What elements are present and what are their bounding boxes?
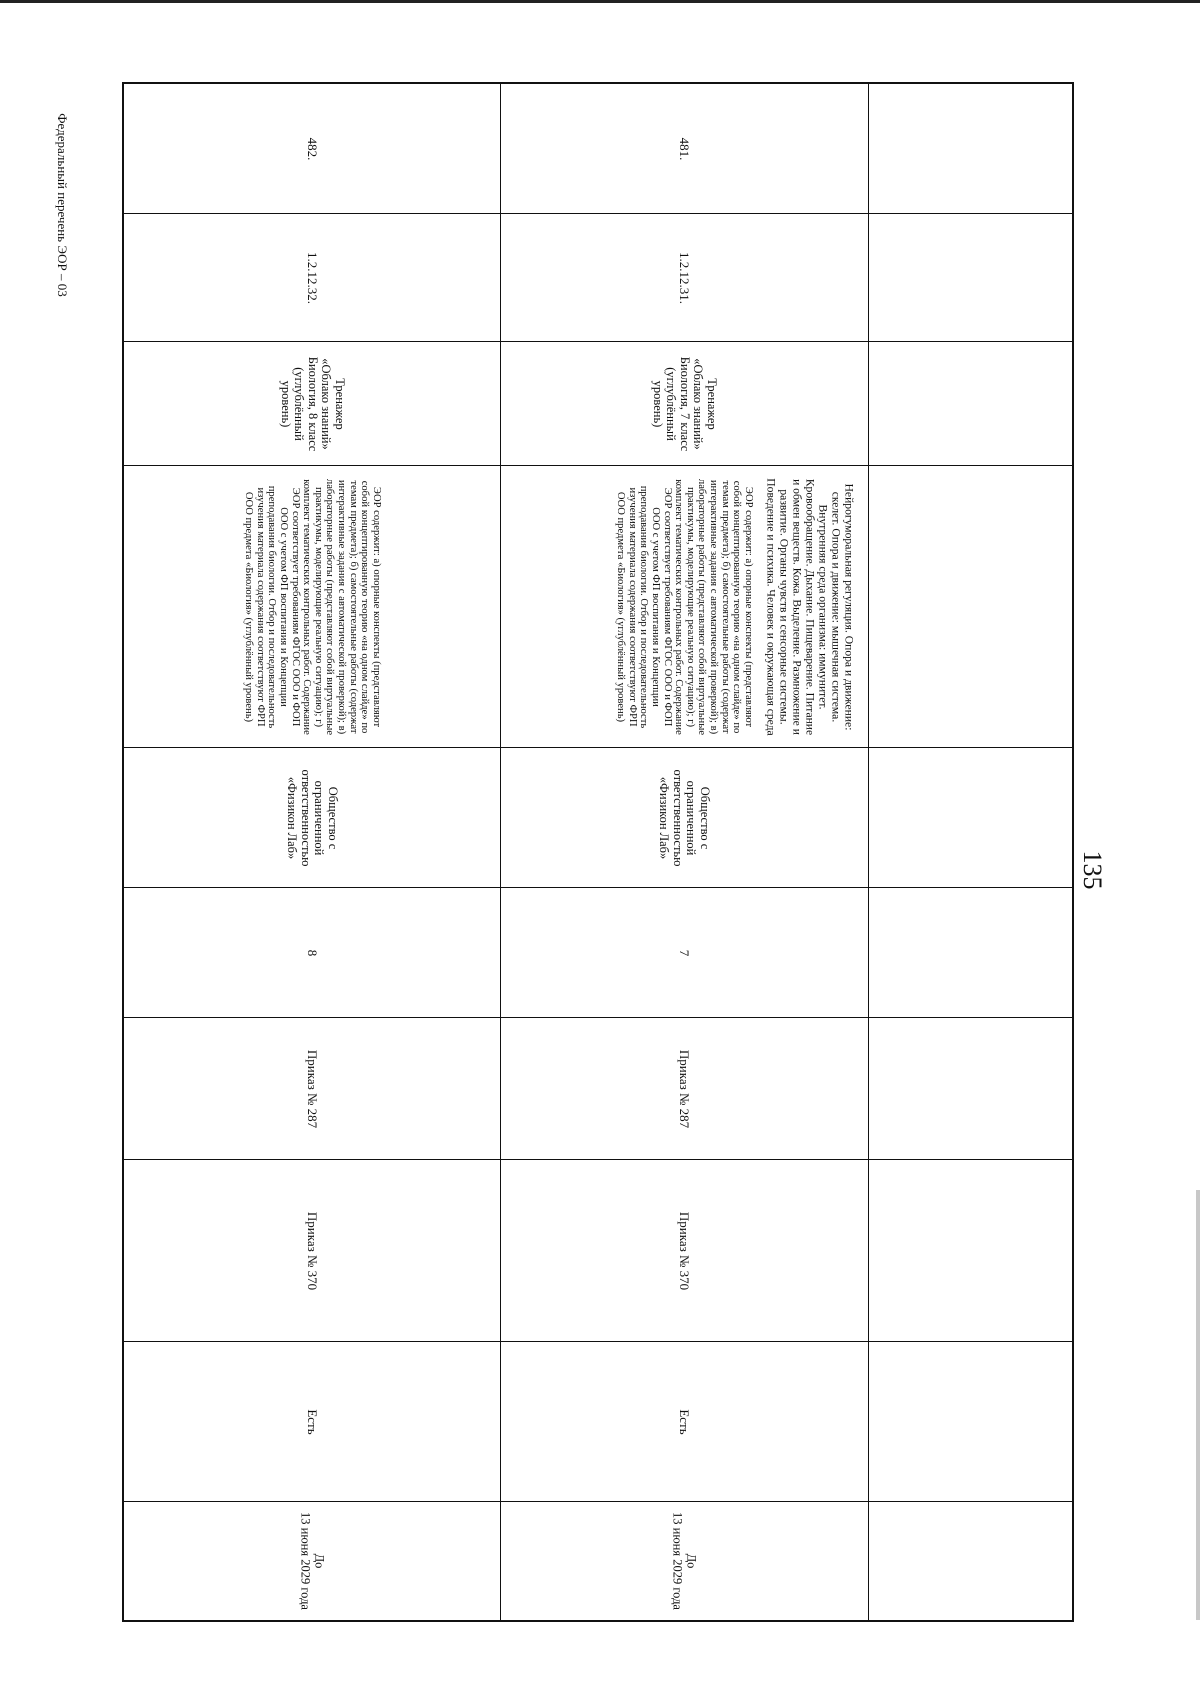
row-code: 1.2.12.32. — [305, 251, 321, 304]
code-cell — [868, 214, 1072, 342]
name-cell — [124, 342, 500, 466]
grade-cell — [500, 888, 868, 1018]
scan-edge-top — [0, 0, 1200, 3]
license-value: Есть — [305, 1408, 321, 1435]
order-1-value: Приказ № 287 — [305, 1049, 321, 1128]
grade-value: 8 — [305, 949, 321, 956]
code-cell — [124, 214, 500, 342]
code-cell — [500, 214, 868, 342]
grade-cell — [868, 888, 1072, 1018]
resource-name: Тренажер «Облако знаний» Биология, 8 класс (углублённый уровень) — [278, 356, 347, 451]
table-row-482 — [124, 84, 501, 1620]
term-value: До 13 июня 2029 года — [671, 1512, 699, 1610]
order-2-cell — [500, 1160, 868, 1342]
order-1-cell — [500, 1018, 868, 1160]
order-1-value: Приказ № 287 — [677, 1049, 693, 1128]
organization-cell — [868, 748, 1072, 888]
page-number: 135 — [1078, 850, 1107, 890]
term-cell — [868, 1502, 1072, 1620]
resource-name: Тренажер «Облако знаний» Биология, 7 класс (углублённый уровень) — [650, 356, 719, 451]
row-number: 481. — [677, 137, 693, 160]
grade-value: 7 — [677, 949, 693, 956]
footer-caption: Федеральный перечень ЭОР – 03 — [55, 113, 70, 297]
license-value: Есть — [677, 1408, 693, 1435]
term-value: До 13 июня 2029 года — [299, 1512, 327, 1610]
eor-table — [122, 82, 1074, 1622]
license-cell — [868, 1342, 1072, 1502]
organization-name: Общество с ограниченной ответственностью «Физикон Лаб» — [285, 769, 340, 866]
scan-edge-right — [1196, 1190, 1200, 1620]
description-cell — [764, 466, 1072, 748]
row-number-cell — [868, 84, 1072, 214]
table-row-481 — [500, 84, 869, 1620]
grade-cell — [124, 888, 500, 1018]
table-row-continued — [764, 84, 1072, 1620]
resource-description: ЭОР содержит: а) опорные конспекты (представляют собой концептированную теорию «на одном слайде» по темам предмета); б) самостоятельные работы (содержат интерактивные задания с автоматической проверкой); в) лабораторные работы (представляют собой виртуальные практикумы, моделирующие реальную ситуацию); г) комплект тематических контрольных работ. Содержание ЭОР соответствует требованиям ФГОС ООО и ФОП ООО с учетом ФП воспитания и Концепции преподавания биологии. Отбор и последовательность изучения материала содержания соответствуют ФРП ООО предмета «Биология» (углублённый уровень) — [242, 478, 382, 735]
license-cell — [500, 1342, 868, 1502]
row-number-cell — [500, 84, 868, 214]
order-2-value: Приказ № 370 — [305, 1211, 321, 1290]
resource-description: ЭОР содержит: а) опорные конспекты (представляют собой концептированную теорию «на одном слайде» по темам предмета); б) самостоятельные работы (содержат интерактивные задания с автоматической проверкой); в) лабораторные работы (представляют собой виртуальные практикумы, моделирующие реальную ситуацию); г) комплект тематических контрольных работ. Содержание ЭОР соответствует требованиям ФГОС ООО и ФОП ООО с учетом ФП воспитания и Концепции преподавания биологии. Отбор и последовательность изучения материала содержания соответствуют ФРП ООО предмета «Биология» (углублённый уровень) — [614, 478, 754, 735]
name-cell — [500, 342, 868, 466]
name-cell — [868, 342, 1072, 466]
order-2-cell — [124, 1160, 500, 1342]
organization-cell — [500, 748, 868, 888]
license-cell — [124, 1342, 500, 1502]
row-code: 1.2.12.31. — [677, 251, 693, 304]
order-1-cell — [124, 1018, 500, 1160]
order-1-cell — [868, 1018, 1072, 1160]
term-cell — [500, 1502, 868, 1620]
organization-name: Общество с ограниченной ответственностью «Физикон Лаб» — [657, 769, 712, 866]
description-cell — [124, 466, 500, 748]
row-number-cell — [124, 84, 500, 214]
term-cell — [124, 1502, 500, 1620]
row-number: 482. — [305, 137, 321, 160]
organization-cell — [124, 748, 500, 888]
order-2-cell — [868, 1160, 1072, 1342]
resource-description: Нейрогуморальная регуляция. Опора и движение: скелет. Опора и движение: мышечная система. Внутренняя среда организма: иммунитет. Кровообращение. Дыхание. Пищеварение. Питание и обмен веществ. Кожа. Выделение. Размножение и развитие. Органы чувств и сенсорные системы. Поведение и психика. Человек и окружающая среда — [764, 477, 856, 736]
order-2-value: Приказ № 370 — [677, 1211, 693, 1290]
